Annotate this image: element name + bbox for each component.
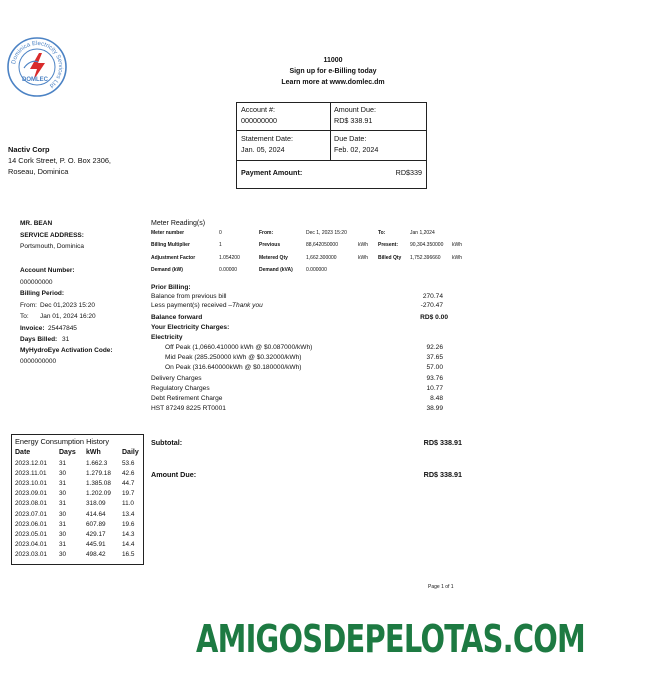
metered-unit: kWh <box>358 255 368 261</box>
customer-name: Nactiv Corp <box>8 145 50 154</box>
account-label: Account #: <box>241 105 275 114</box>
metered-value: 1,662.300000 <box>306 255 337 261</box>
payment-amount-value: RD$339 <box>395 168 422 177</box>
previous-label: Previous <box>259 242 281 248</box>
hst-value: 38.99 <box>426 405 443 412</box>
balance-forward-value: RD$ 0.00 <box>420 314 448 321</box>
history-cell: 30 <box>59 510 67 518</box>
meter-from-label: From: <box>259 230 274 236</box>
statement-date-label: Statement Date: <box>241 134 293 143</box>
present-label: Present: <box>378 242 399 248</box>
history-cell: 19.6 <box>122 520 135 528</box>
electricity-label: Electricity <box>151 334 183 341</box>
off-peak-label: Off Peak (1,0660.410000 kWh @ $0.087000/kWh) <box>165 344 313 351</box>
invoice-value: 25447845 <box>48 325 77 332</box>
mid-peak-label: Mid Peak (285.250000 kWh @ $0.32000/kWh) <box>165 354 302 361</box>
billed-label: Billed Qty <box>378 255 402 261</box>
subtotal-value: RD$ 338.91 <box>423 438 462 447</box>
logo-ring-text: Dominica Electricity Services Ltd <box>11 40 64 89</box>
history-cell: 1.202.09 <box>86 490 111 498</box>
adjustment-value: 1.054200 <box>219 255 240 261</box>
less-payments-row <box>151 302 263 309</box>
history-cell: 14.4 <box>122 540 135 548</box>
demand-kw-label: Demand (kW) <box>151 267 183 273</box>
present-unit: kWh <box>452 242 462 248</box>
history-cell: 2023.05.01 <box>15 530 47 538</box>
history-cell: 30 <box>59 550 67 558</box>
hst-label: HST 87249 8225 RT0001 <box>151 405 226 412</box>
page-number: Page 1 of 1 <box>428 584 454 590</box>
balance-previous-label: Balance from previous bill <box>151 293 227 300</box>
history-cell: 2023.06.01 <box>15 520 47 528</box>
meter-number-label: Meter number <box>151 230 185 236</box>
present-value: 90,304.350000 <box>410 242 444 248</box>
history-cell: 1.279.18 <box>86 470 111 478</box>
metered-label: Metered Qty <box>259 255 288 261</box>
history-cell: 13.4 <box>122 510 135 518</box>
delivery-value: 93.76 <box>426 375 443 382</box>
your-charges-label: Your Electricity Charges: <box>151 324 230 331</box>
history-cell: 2023.11.01 <box>15 470 47 478</box>
meter-title: Meter Reading(s) <box>151 220 206 227</box>
history-cell: 42.6 <box>122 470 135 478</box>
billed-value: 1,752.396660 <box>410 255 441 261</box>
multiplier-value: 1 <box>219 242 222 248</box>
meter-from-value: Dec 1, 2023 15:20 <box>306 230 347 236</box>
history-cell: 11.0 <box>122 500 134 508</box>
myhydroeye-label: MyHydroEye Activation Code: <box>20 347 113 354</box>
history-cell: 2023.03.01 <box>15 550 47 558</box>
meter-to-label: To: <box>378 230 386 236</box>
mid-peak-value: 37.65 <box>426 354 443 361</box>
demand-kva-value: 0.000000 <box>306 267 327 273</box>
history-cell: 31 <box>59 520 67 528</box>
less-payments-value: -270.47 <box>420 302 443 309</box>
history-cell: 2023.10.01 <box>15 480 47 488</box>
meter-number-value: 0 <box>219 230 222 236</box>
invoice-label: Invoice: <box>20 325 45 332</box>
history-cell: 429.17 <box>86 530 106 538</box>
history-cell: 1.662.3 <box>86 460 108 467</box>
regulatory-value: 10.77 <box>426 385 443 392</box>
history-header-date: Date <box>15 449 31 456</box>
delivery-label: Delivery Charges <box>151 375 202 382</box>
less-payments-label: Less payment(s) received – <box>151 302 232 309</box>
history-cell: 2023.07.01 <box>15 510 47 518</box>
history-cell: 19.7 <box>122 490 135 498</box>
history-cell: 2023.08.01 <box>15 500 47 508</box>
account-value: 000000000 <box>241 116 277 125</box>
billing-from-label: From: <box>20 302 37 309</box>
history-cell: 31 <box>59 500 67 508</box>
previous-value: 88,642050000 <box>306 242 338 248</box>
statement-date-value: Jan. 05, 2024 <box>241 145 285 154</box>
billing-to-value: Jan 01, 2024 16:20 <box>40 313 96 320</box>
days-billed-value: 31 <box>62 336 70 343</box>
on-peak-value: 57.00 <box>426 364 443 371</box>
history-cell: 30 <box>59 490 67 498</box>
history-cell: 31 <box>59 460 67 467</box>
history-cell: 318.09 <box>86 500 106 508</box>
on-peak-label: On Peak (316.640000kWh @ $0.180000/kWh) <box>165 364 302 371</box>
regulatory-label: Regulatory Charges <box>151 385 210 392</box>
myhydroeye-value: 0000000000 <box>20 358 57 365</box>
history-title: Energy Consumption History <box>15 437 110 446</box>
payment-amount-label: Payment Amount: <box>241 168 303 177</box>
billing-to-label: To: <box>20 313 29 320</box>
meter-to-value: Jan 1,2024 <box>410 230 435 236</box>
amount-due-value: RD$ 338.91 <box>334 116 373 125</box>
history-cell: 2023.12.01 <box>15 460 47 467</box>
service-address-label: SERVICE ADDRESS: <box>20 232 84 239</box>
history-cell: 414.64 <box>86 510 106 518</box>
thank-you-text: Thank you <box>232 302 263 309</box>
history-header-daily: Daily <box>122 449 139 456</box>
billing-period-label: Billing Period: <box>20 290 65 297</box>
prior-billing-label: Prior Billing: <box>151 284 191 291</box>
account-number-value: 000000000 <box>20 279 53 286</box>
amount-due-total-value: RD$ 338.91 <box>423 470 462 479</box>
domlec-logo <box>6 36 68 98</box>
history-cell: 30 <box>59 530 67 538</box>
adjustment-label: Adjustment Factor <box>151 255 196 261</box>
multiplier-label: Billing Multiplier <box>151 242 190 248</box>
customer-address-1: 14 Cork Street, P. O. Box 2306, <box>8 156 111 165</box>
logo-brand: DOMLEC <box>22 77 48 83</box>
history-cell: 498.42 <box>86 550 106 558</box>
account-number-label: Account Number: <box>20 267 75 274</box>
customer-address-2: Roseau, Dominica <box>8 167 69 176</box>
history-cell: 44.7 <box>122 480 135 488</box>
history-cell: 31 <box>59 480 67 488</box>
balance-forward-label: Balance forward <box>151 314 203 321</box>
balance-previous-value: 270.74 <box>422 293 443 300</box>
debt-retirement-value: 8.48 <box>430 395 443 402</box>
history-cell: 31 <box>59 540 67 548</box>
history-cell: 30 <box>59 470 67 478</box>
contact-name: MR. BEAN <box>20 220 53 227</box>
history-cell: 2023.09.01 <box>15 490 47 498</box>
due-date-value: Feb. 02, 2024 <box>334 145 379 154</box>
off-peak-value: 92.26 <box>426 344 443 351</box>
demand-kva-label: Demand (kVA) <box>259 267 293 273</box>
history-header-kwh: kWh <box>86 449 101 456</box>
history-cell: 2023.04.01 <box>15 540 47 548</box>
due-date-label: Due Date: <box>334 134 367 143</box>
history-cell: 14.3 <box>122 530 135 538</box>
amount-due-total-label: Amount Due: <box>151 470 197 479</box>
amount-due-label: Amount Due: <box>334 105 376 114</box>
history-cell: 445.91 <box>86 540 106 548</box>
history-cell: 16.5 <box>122 550 135 558</box>
previous-unit: kWh <box>358 242 368 248</box>
promo-line-1: 11000 <box>323 57 343 64</box>
billing-from-value: Dec 01,2023 15:20 <box>40 302 95 309</box>
demand-kw-value: 0.00000 <box>219 267 238 273</box>
service-address-value: Portsmouth, Dominica <box>20 243 84 250</box>
watermark: AMIGOSDEPELOTAS.COM <box>196 617 586 661</box>
subtotal-label: Subtotal: <box>151 438 183 447</box>
history-cell: 53.6 <box>122 460 135 467</box>
debt-retirement-label: Debt Retirement Charge <box>151 395 223 402</box>
billed-unit: kWh <box>452 255 462 261</box>
history-cell: 607.89 <box>86 520 106 528</box>
days-billed-label: Days Billed: <box>20 336 58 343</box>
promo-line-3: Learn more at www.domlec.dm <box>281 79 385 86</box>
promo-line-2: Sign up for e-Billing today <box>289 68 377 75</box>
history-header-days: Days <box>59 449 76 456</box>
history-cell: 1.385.08 <box>86 480 111 488</box>
